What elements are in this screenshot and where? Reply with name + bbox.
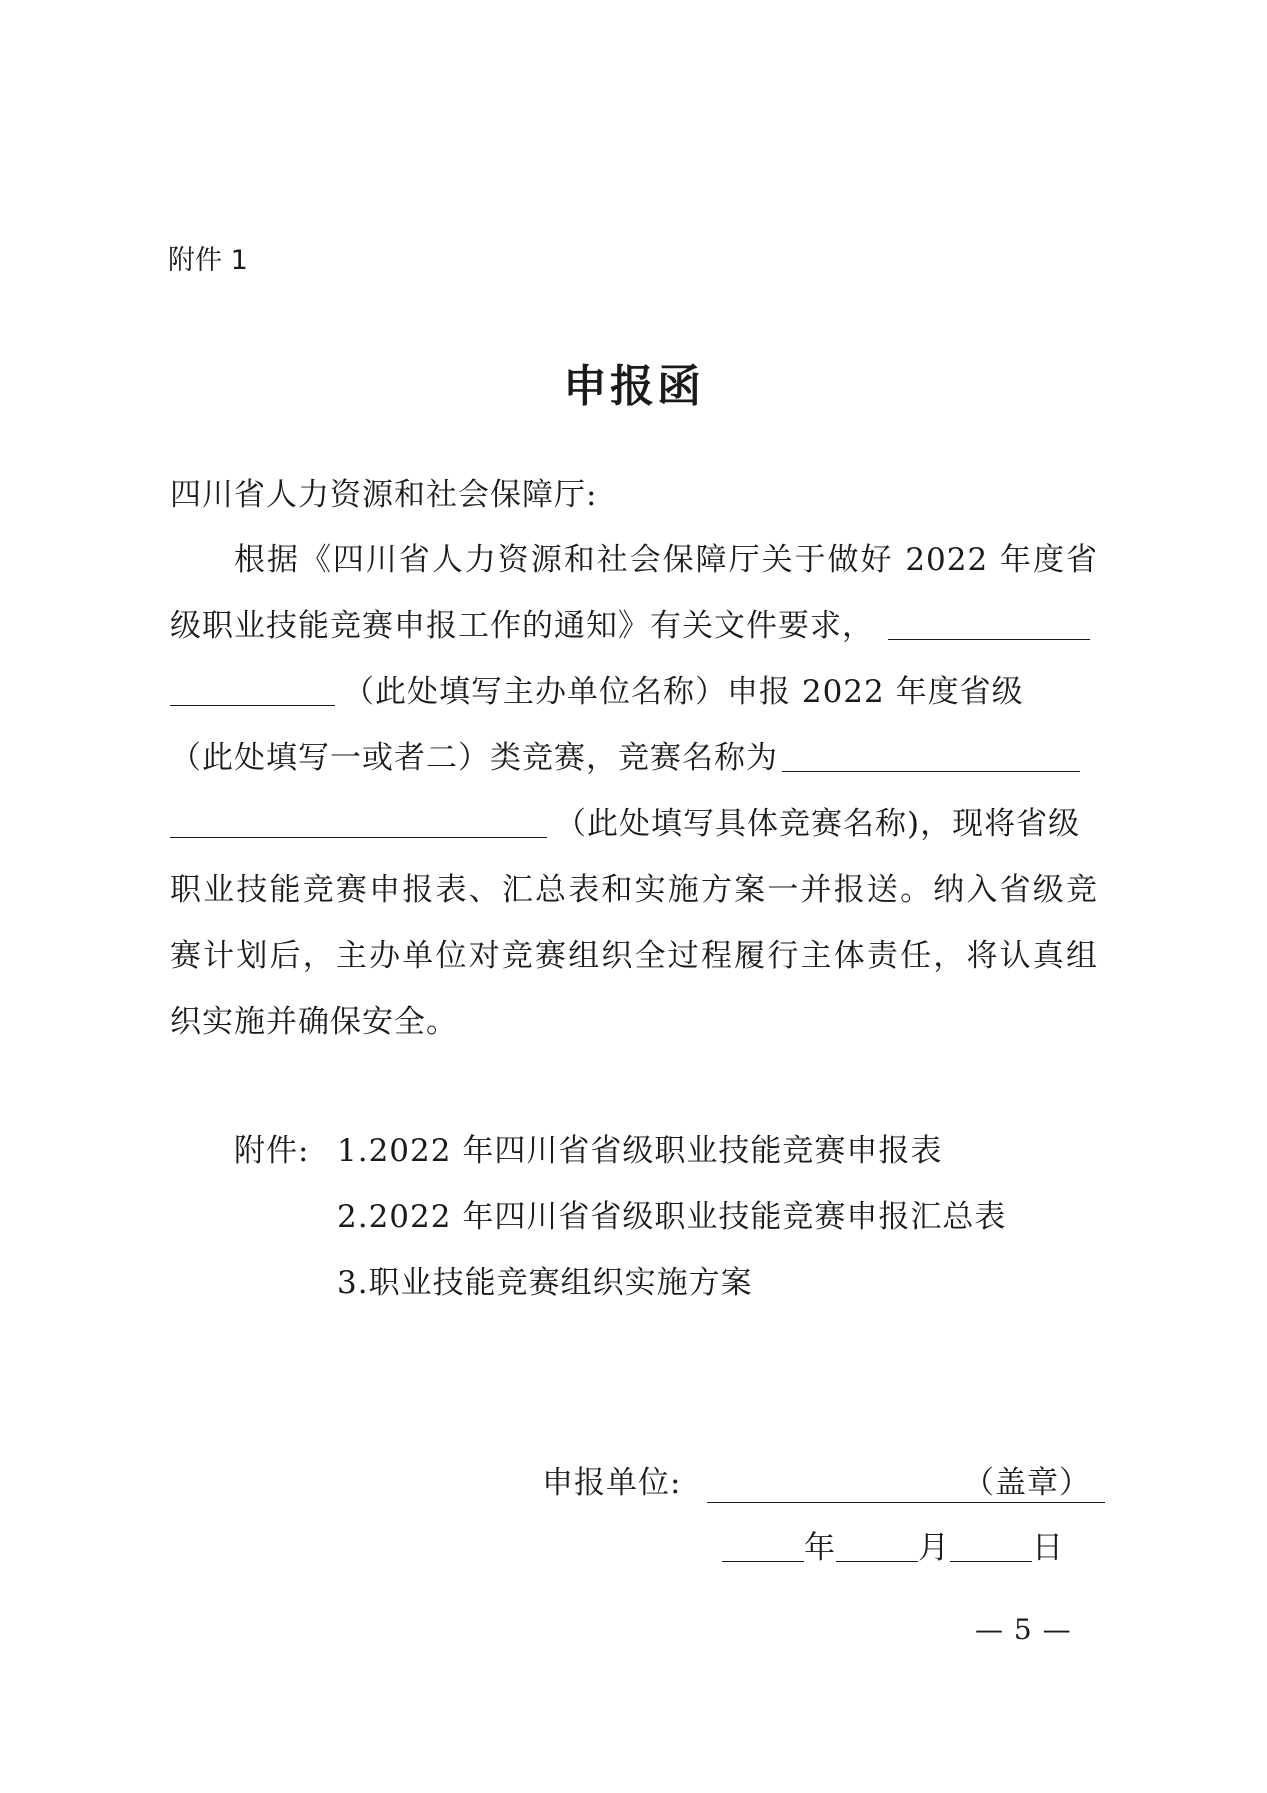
- salutation: 四川省人力资源和社会保障厅:: [170, 477, 598, 513]
- body-line-5: [170, 804, 1098, 844]
- page-number: — 5 —: [975, 1613, 1072, 1646]
- attachment-item-1: 1.2022 年四川省省级职业技能竞赛申报表: [337, 1133, 943, 1169]
- year-label: 年: [804, 1530, 836, 1566]
- year-blank[interactable]: [722, 1531, 804, 1562]
- day-blank[interactable]: [950, 1531, 1032, 1562]
- organizer-blank-start[interactable]: [888, 609, 1090, 640]
- body-line-3-text: （此处填写主办单位名称）申报 2022 年度省级: [343, 674, 1024, 710]
- attachment-label: 附件 1: [168, 245, 248, 276]
- body-line-3: [170, 672, 1098, 712]
- month-blank[interactable]: [836, 1531, 918, 1562]
- body-line-2: [170, 606, 1098, 646]
- competition-name-blank-end[interactable]: [170, 807, 547, 838]
- date-line: [722, 1528, 1064, 1568]
- attachment-item-2: 2.2022 年四川省省级职业技能竞赛申报汇总表: [337, 1199, 1007, 1235]
- attachment-item-3: 3.职业技能竞赛组织实施方案: [337, 1265, 753, 1301]
- competition-name-blank-start[interactable]: [782, 741, 1080, 772]
- organizer-blank-end[interactable]: [170, 675, 335, 706]
- body-line-5-text: （此处填写具体竞赛名称)，现将省级: [555, 806, 1081, 842]
- applicant-unit-label: 申报单位:: [542, 1465, 682, 1501]
- body-line-1: 根据《四川省人力资源和社会保障厅关于做好 2022 年度省: [234, 542, 1098, 578]
- body-line-4-text: （此处填写一或者二）类竞赛，竞赛名称为: [170, 740, 778, 776]
- body-line-4: [170, 738, 1098, 778]
- body-line-2-text: 级职业技能竞赛申报工作的通知》有关文件要求，: [170, 608, 874, 644]
- applicant-unit-field[interactable]: [707, 1458, 1105, 1503]
- month-label: 月: [918, 1530, 950, 1566]
- document-title: 申报函: [563, 361, 704, 412]
- seal-label: （盖章）: [963, 1465, 1091, 1501]
- body-line-8: 织实施并确保安全。: [170, 1004, 458, 1040]
- day-label: 日: [1032, 1530, 1064, 1566]
- body-line-7: 赛计划后，主办单位对竞赛组织全过程履行主体责任，将认真组: [170, 938, 1098, 974]
- attachments-label: 附件:: [234, 1133, 310, 1169]
- body-line-6: 职业技能竞赛申报表、汇总表和实施方案一并报送。纳入省级竞: [170, 872, 1098, 908]
